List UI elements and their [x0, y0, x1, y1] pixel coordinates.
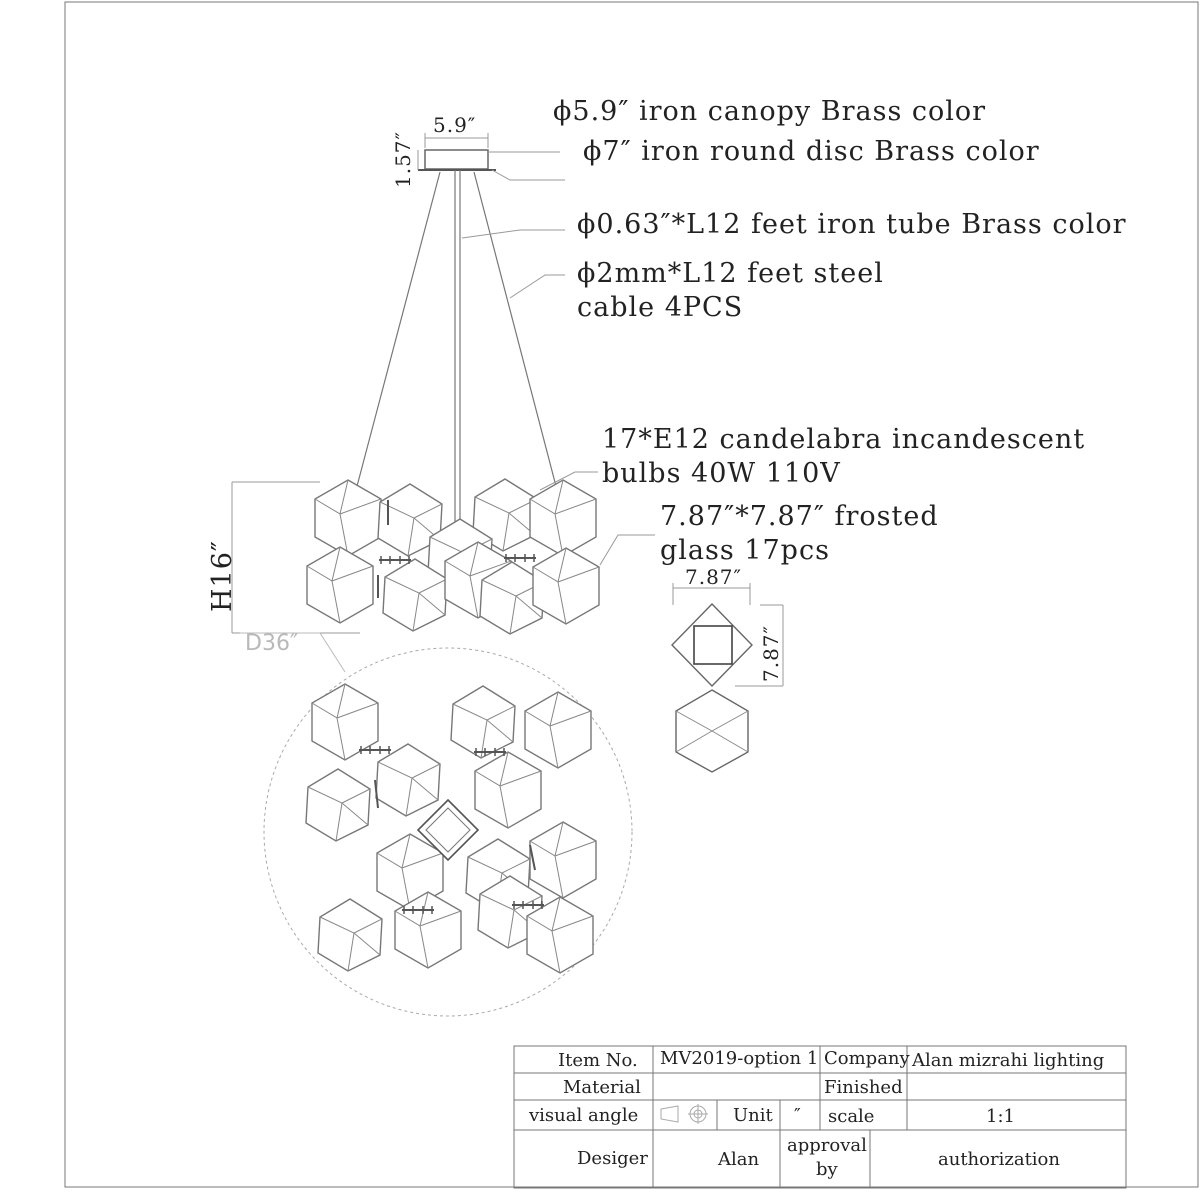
canopy-width-dim: 5.9″: [433, 113, 477, 137]
tube-callout: ϕ0.63″*L12 feet iron tube Brass color: [577, 209, 1127, 240]
plan-view: [240, 633, 632, 1016]
height-dim: H16″: [207, 540, 238, 612]
canopy-callout: ϕ5.9″ iron canopy Brass color: [553, 96, 987, 127]
glass-callout-line2: glass 17pcs: [660, 535, 830, 566]
authorization-label: authorization: [938, 1149, 1060, 1170]
side-elevation: [232, 472, 655, 634]
approval-label-line1: approval: [787, 1135, 867, 1156]
glass-callout-line1: 7.87″*7.87″ frosted: [660, 501, 939, 532]
disc-callout: ϕ7″ iron round disc Brass color: [583, 136, 1040, 167]
company-value: Alan mizrahi lighting: [912, 1050, 1105, 1071]
visual-angle-icon: [661, 1104, 708, 1124]
cable-callout-line2: cable 4PCS: [577, 292, 744, 323]
scale-label: scale: [828, 1106, 875, 1127]
scale-value: 1:1: [986, 1106, 1015, 1127]
cable-callout-line1: ϕ2mm*L12 feet steel: [577, 258, 884, 289]
visual-angle-label: visual angle: [529, 1105, 639, 1126]
item-no-value: MV2019-option 1: [660, 1048, 819, 1069]
bulbs-callout-line1: 17*E12 candelabra incandescent: [602, 424, 1086, 455]
shade-height-dim: 7.87″: [759, 624, 783, 682]
item-no-label: Item No.: [558, 1050, 638, 1071]
company-label: Company: [824, 1048, 910, 1069]
bulbs-callout-line2: bulbs 40W 110V: [602, 458, 841, 489]
unit-value: ″: [794, 1105, 801, 1126]
diameter-dim: D36″: [245, 631, 299, 656]
designer-value: Alan: [718, 1149, 760, 1170]
finished-label: Finished: [824, 1077, 903, 1098]
unit-label: Unit: [733, 1105, 773, 1126]
designer-label: Desiger: [577, 1148, 648, 1169]
shade-width-dim: 7.87″: [685, 565, 743, 589]
canopy-height-dim: 1.57″: [391, 130, 415, 188]
material-label: Material: [563, 1077, 641, 1098]
canopy-assembly: [356, 130, 565, 525]
approval-label-line2: by: [816, 1159, 838, 1180]
